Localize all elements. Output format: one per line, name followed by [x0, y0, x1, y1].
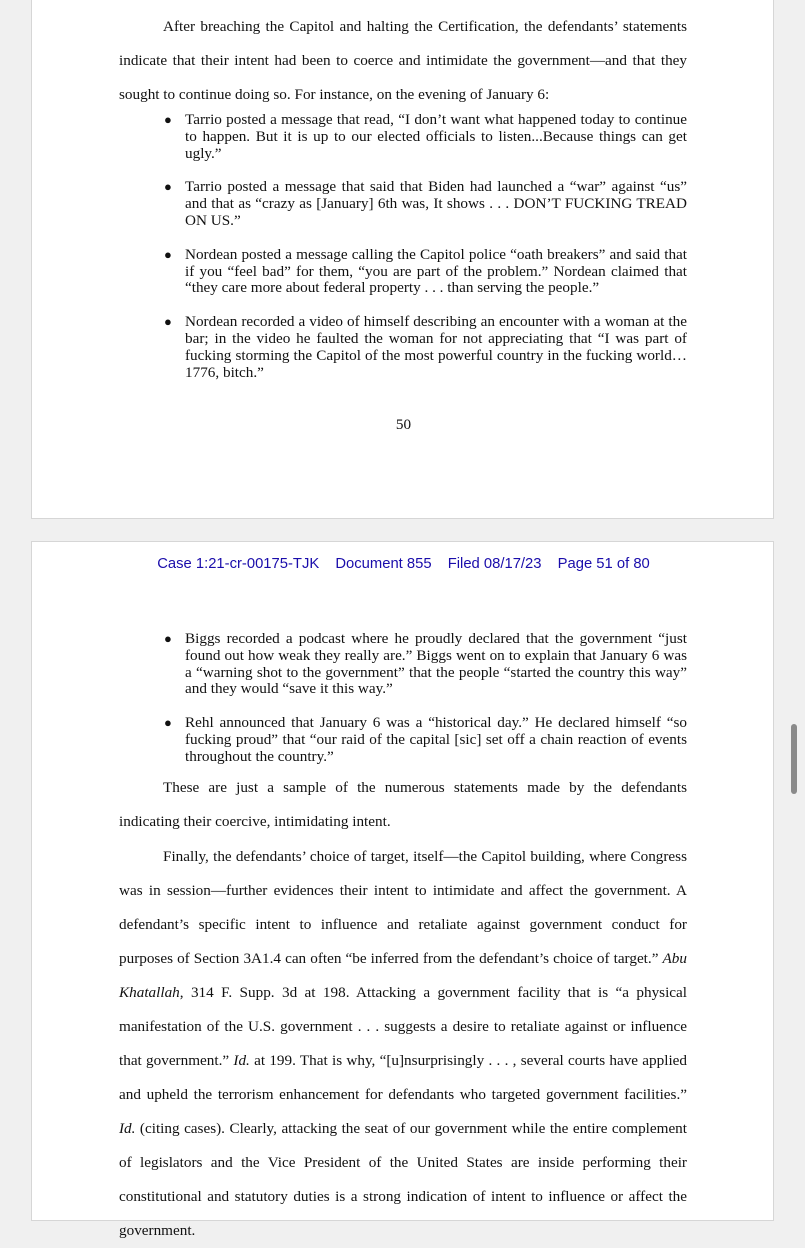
paragraph-text: at 199. That is why, “[u]nsurprisingly . . . , several courts have applied and upheld the terrorism enhancement for defendants who targeted government facilities.” — [119, 1052, 687, 1103]
case-header — [32, 555, 775, 573]
list-item-text: Nordean recorded a video of himself describing an encounter with a woman at the bar; in the video he faulted the woman for not appreciating that “I was part of fucking storming the Capitol of the most powerful country in the fucking world… 1776, bitch.” — [185, 313, 687, 381]
list-item — [164, 714, 687, 765]
bullet-icon: ● — [164, 112, 172, 127]
document-number: Document 855 — [335, 556, 432, 572]
scrollbar-thumb[interactable] — [791, 724, 797, 794]
case-citation: Abu Khatallah — [119, 950, 687, 1001]
statements-list-page-51 — [164, 630, 687, 766]
id-citation: Id. — [233, 1052, 250, 1069]
bullet-icon: ● — [164, 314, 172, 330]
paragraph-text: , 314 F. Supp. 3d at 198. Attacking a government facility that is “a physical manifestation of the U.S. government . . . suggests a desire to retaliate against or influence that government.” — [119, 984, 687, 1069]
list-item — [164, 178, 687, 229]
summary-paragraph: These are just a sample of the numerous statements made by the defendants indicating their coercive, intimidating intent. — [119, 779, 687, 830]
page-indicator: Page 51 of 80 — [557, 556, 650, 572]
id-citation: Id. — [119, 1120, 136, 1137]
bullet-icon: ● — [164, 631, 172, 646]
list-item — [164, 245, 687, 297]
list-item-text: Tarrio posted a message that said that Biden had launched a “war” against “us” and that as “crazy as [January] 6th was, It shows . . . DON’T FUCKING TREAD ON US.” — [185, 178, 687, 229]
paragraph-text: Finally, the defendants’ choice of target, itself—the Capitol building, where Congress was in session—further evidences their intent to intimidate and affect the government. A defendant’s specific intent to influence and retaliate against government conduct for purposes of Section 3A1.4 can often “be inferred from the defendant’s choice of target.” — [119, 848, 687, 967]
intro-paragraph: After breaching the Capitol and halting the Certification, the defendants’ statements indicate that their intent had been to coerce and intimidate the government—and that they sought to continue doing so. For instance, on the evening of January 6: — [119, 18, 687, 103]
bullet-icon: ● — [164, 246, 172, 262]
page-number: 50 — [395, 416, 412, 433]
bullet-icon: ● — [164, 179, 172, 195]
choice-of-target-paragraph — [119, 840, 687, 1248]
list-item — [164, 630, 687, 698]
bullet-icon: ● — [164, 715, 172, 731]
case-number: Case 1:21-cr-00175-TJK — [157, 556, 320, 572]
list-item-text: Biggs recorded a podcast where he proudly declared that the government “just found out how weak they really are.” Biggs went on to explain that January 6 was a “warning shot to the government” that the people “started the country this way” and they would “save it this way.” — [185, 630, 687, 698]
list-item — [164, 313, 687, 381]
list-item-text: Tarrio posted a message that read, “I don’t want what happened today to continue to happen. But it is up to our elected officials to listen...Because things can get ugly.” — [185, 111, 687, 162]
list-item-text: Rehl announced that January 6 was a “historical day.” He declared himself “so fucking proud” that “our raid of the capital [sic] set off a chain reaction of events throughout the country.” — [185, 714, 687, 765]
statements-list-page-50 — [164, 111, 687, 381]
document-page-51 — [31, 541, 774, 1239]
document-page-50 — [31, 0, 774, 519]
list-item-text: Nordean posted a message calling the Capitol police “oath breakers” and said that if you “feel bad” for them, “you are part of the problem.” Nordean claimed that “they care more about federal property . . . than serving the people.” — [185, 245, 687, 297]
list-item — [164, 111, 687, 162]
paragraph-text: (citing cases). Clearly, attacking the seat of our government while the entire complement of legislators and the Vice President of the United States are inside performing their constitutional and statutory duties is a strong indication of intent to influence or affect the government. — [119, 1120, 687, 1239]
filed-date: Filed 08/17/23 — [447, 556, 542, 572]
